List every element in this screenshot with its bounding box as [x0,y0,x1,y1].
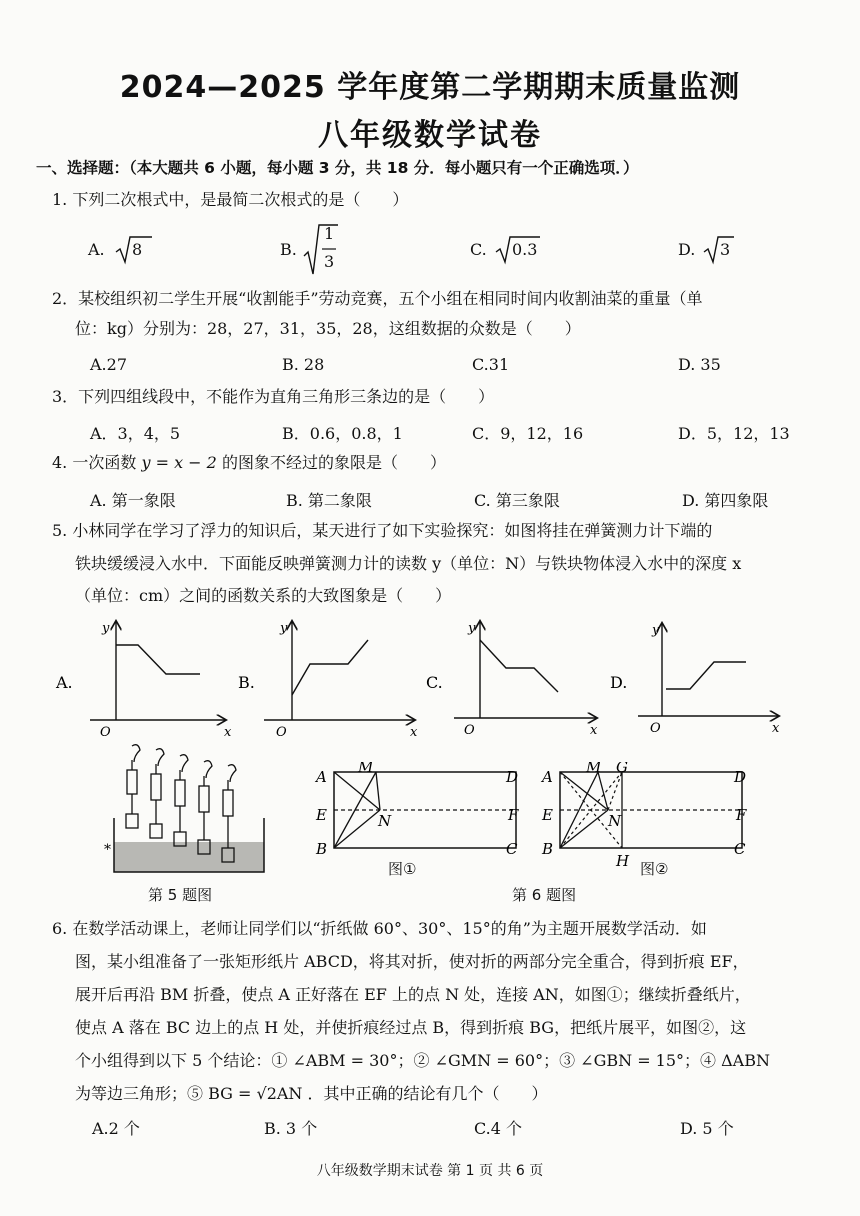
q1-option-b-radical [302,222,342,278]
fig6b-label-b: B [542,840,554,858]
fig5-illustration [100,742,275,877]
q1-option-d-label: D. [678,240,696,259]
q4-option-c: C. 第三象限 [474,491,560,510]
q6-stem-line2: 图，某小组准备了一张矩形纸片 ABCD，将其对折，使对折的两部分完全重合，得到折痕 EF， [75,952,749,971]
fig6a-label-e: E [316,806,327,824]
q5-graph-b-curve [292,640,368,695]
q5-graph-b-x: x [410,725,418,740]
q2-stem-line1: 2．某校组织初二学生开展“收割能手”劳动竞赛，五个小组在相同时间内收割油菜的重量（单 [52,289,703,308]
section-heading: 一、选择题：（本大题共 6 小题，每小题 3 分，共 18 分．每小题只有一个正确选项．） [36,159,639,177]
q5-graph-c-curve [480,640,558,692]
q5-graph-d-y: y [652,623,660,638]
fig6a-label-a: A [316,768,327,786]
q5-graph-d-curve [666,662,746,689]
q5-graph-c-label: C. [426,673,443,692]
q4-function: y = x − 2 [141,453,217,472]
fig6-diagram-1 [312,762,530,874]
q5-stem-line2: 铁块缓缓浸入水中．下面能反映弹簧测力计的读数 y（单位：N）与铁块物体浸入水中的深度 x [75,554,742,573]
q1-option-c-label: C. [470,240,487,259]
fig5-caption: 第 5 题图 [148,886,213,904]
q4-option-d: D. 第四象限 [682,491,769,510]
q1-option-b-numerator: 1 [324,224,335,243]
q1-option-a-radicand: 8 [132,240,143,259]
q1-option-c-radicand: 0.3 [512,240,538,259]
q1-stem: 1. 下列二次根式中，是最简二次根式的是（ ） [52,190,409,209]
q6-option-a: A.2 个 [92,1119,140,1138]
fig6a-label-f: F [508,806,519,824]
fig6b-label-m: M [586,762,602,776]
q5-graph-b-y: y [280,621,288,636]
q5-stem-line3: （单位：cm）之间的函数关系的大致图象是（ ） [75,586,452,605]
q5-graph-b [238,621,418,740]
q6-option-d: D. 5 个 [680,1119,734,1138]
fig6b-label-e: E [542,806,553,824]
fig6b-label-g: G [616,762,628,776]
q3-stem: 3．下列四组线段中，不能作为直角三角形三条边的是（ ） [52,387,495,406]
q6-stem-line1: 6. 在数学活动课上，老师让同学们以“折纸做 60°、30°、15°的角”为主题开展数学活动．如 [52,919,707,938]
q1-option-a-label: A. [88,240,105,259]
fig6b-label-c: C [734,840,746,858]
q5-graphs [40,612,820,747]
fig6a-label-c: C [506,840,518,858]
q5-graph-c-x: x [590,723,598,738]
fig6a-label-m: M [358,762,374,776]
q5-graph-a-y: y [102,621,110,636]
q2-option-d: D. 35 [678,355,721,374]
q5-graph-d-origin: O [650,721,661,736]
q6-option-c: C.4 个 [474,1119,523,1138]
q5-graph-d-label: D. [610,673,628,692]
q5-graph-a-origin: O [100,725,111,740]
fig6a-label-n: N [378,812,392,830]
fig6b-label-d: D [734,768,747,786]
q5-graph-d [610,623,780,736]
q6-stem-line3: 展开后再沿 BM 折叠，使点 A 正好落在 EF 上的点 N 处，连接 AN，如图①；继续折叠纸片， [75,985,751,1004]
q5-stem-line1: 5. 小林同学在学习了浮力的知识后，某天进行了如下实验探究：如图将挂在弹簧测力计下端的 [52,521,713,540]
q6-stem-line4: 使点 A 落在 BC 边上的点 H 处，并使折痕经过点 B，得到折痕 BG，把纸片展平，如图②，这 [75,1018,747,1037]
fig6b-label-n: N [608,812,622,830]
fig6a-caption: 图① [388,860,417,878]
q2-option-a: A.27 [90,355,127,374]
q5-graph-c-origin: O [464,723,475,738]
q5-graph-d-x: x [772,721,780,736]
q5-graph-a-curve [116,645,200,674]
q5-graph-c [426,621,598,738]
q1-option-b-denominator: 3 [324,252,335,271]
q3-option-b: B．0.6，0.8，1 [282,424,403,443]
fig6b-label-f: F [736,806,747,824]
q6-stem-line6: 为等边三角形；⑤ BG = √2AN ．其中正确的结论有几个（ ） [75,1084,548,1103]
q2-stem-line2: 位：kg）分别为：28，27，31，35，28，这组数据的众数是（ ） [75,319,581,338]
q4-option-a: A. 第一象限 [90,491,176,510]
svg-text:*: * [104,842,111,858]
q4-stem-post: 的图象不经过的象限是（ ） [216,453,446,472]
q1-option-b-label: B. [280,240,297,259]
q6-option-b: B. 3 个 [264,1119,318,1138]
q1-options [88,224,808,280]
exam-title: 2024—2025 学年度第二学期期末质量监测 [119,70,741,105]
q5-graph-b-origin: O [276,725,287,740]
q3-option-c: C．9，12，16 [472,424,584,443]
q5-graph-b-label: B. [238,673,255,692]
q4-stem-pre: 4. 一次函数 [52,453,142,472]
fig6-caption: 第 6 题图 [512,886,577,904]
q5-graph-a-label: A. [56,673,73,692]
q5-graph-c-y: y [468,621,476,636]
q1-option-d-radicand: 3 [720,240,731,259]
fig6b-label-h: H [616,852,630,870]
q2-option-b: B. 28 [282,355,325,374]
page-footer: 八年级数学期末试卷 第 1 页 共 6 页 [316,1163,544,1179]
q3-option-d: D．5，12，13 [678,424,790,443]
q4-stem [52,452,446,473]
q6-stem-line5: 个小组得到以下 5 个结论：① ∠ABM = 30°；② ∠GMN = 60°；③ ∠GBN = 15°；④ ΔABN [75,1051,770,1070]
fig6a-label-d: D [506,768,519,786]
q5-graph-a [55,621,232,740]
fig6a-label-b: B [316,840,328,858]
q5-graph-a-x: x [224,725,232,740]
q3-option-a: A．3，4，5 [90,424,181,443]
fig5-water [114,842,264,872]
q2-option-c: C.31 [472,355,510,374]
fig6b-label-a: A [542,768,553,786]
q4-option-b: B. 第二象限 [286,491,372,510]
exam-subtitle: 八年级数学试卷 [318,118,542,153]
fig6b-caption: 图② [640,860,669,878]
